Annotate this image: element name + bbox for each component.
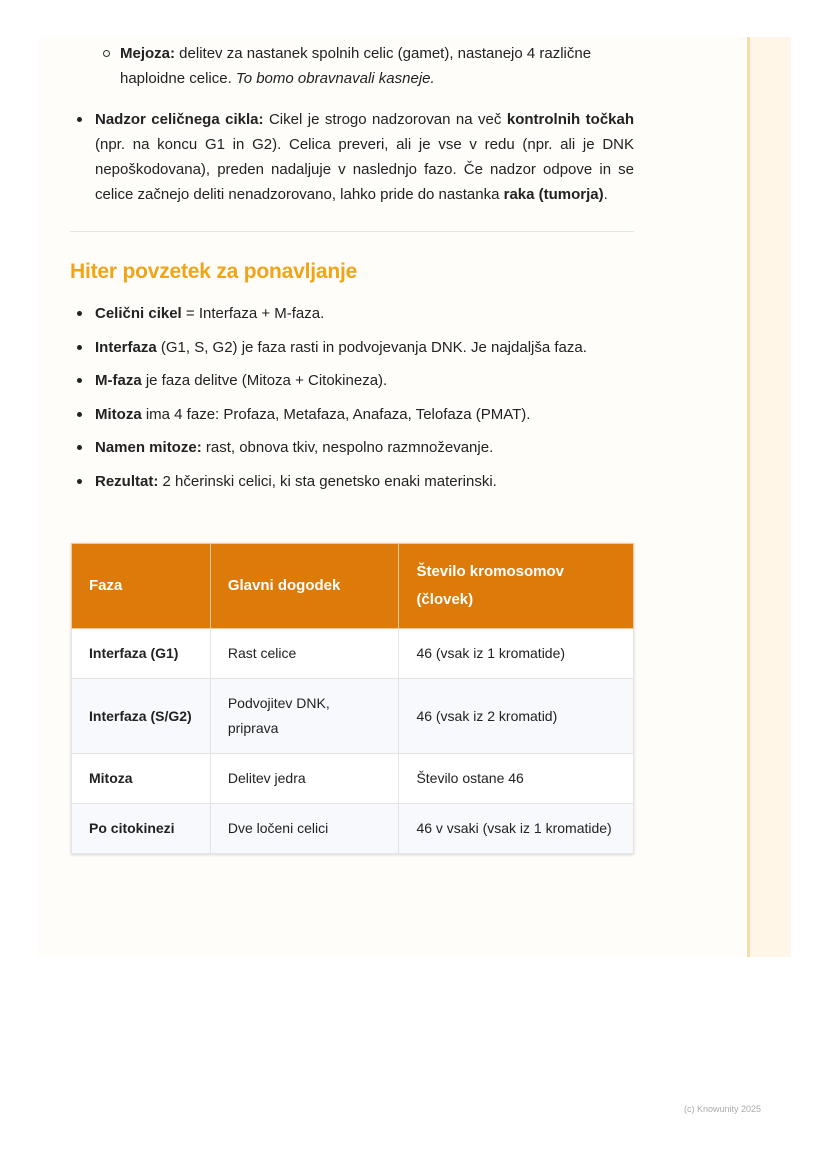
summary-item	[95, 368, 634, 393]
summary-term: Rezultat:	[95, 472, 159, 490]
summary-text: = Interfaza + M-faza.	[181, 305, 325, 322]
footer-copyright: (c) Knowunity 2025	[684, 1104, 762, 1114]
meiosis-item	[120, 41, 634, 91]
summary-item	[95, 301, 634, 326]
meiosis-note: To bomo obravnavali kasneje.	[235, 70, 435, 87]
summary-item	[95, 435, 634, 460]
control-list	[70, 107, 634, 207]
summary-item	[95, 335, 634, 360]
section-divider	[70, 231, 634, 232]
table-row	[72, 804, 634, 854]
header-event: Glavni dogodek	[210, 544, 399, 629]
cell-phase	[72, 754, 211, 804]
meiosis-term: Mejoza:	[120, 45, 176, 62]
cell-event: Rast celice	[210, 629, 399, 679]
control-text: Cikel je strogo nadzorovan na več	[263, 111, 507, 128]
phase-name: Po citokinezi	[89, 820, 175, 836]
summary-text: (G1, S, G2) je faza rasti in podvojevanja DNK. Je najdaljša faza.	[156, 338, 587, 356]
control-text: .	[603, 186, 608, 203]
summary-item	[95, 469, 634, 494]
phase-name: Interfaza (G1)	[89, 645, 179, 661]
summary-term: Mitoza	[95, 405, 142, 423]
summary-term: Interfaza	[95, 338, 157, 356]
summary-term: Celični cikel	[95, 305, 182, 322]
phases-table	[71, 543, 634, 854]
cell-event: Podvojitev DNK, priprava	[210, 679, 399, 754]
phase-name: Interfaza (S/G2)	[89, 707, 192, 724]
summary-text: 2 hčerinski celici, ki sta genetsko enaki materinski.	[158, 472, 497, 490]
cell-chromosomes: 46 (vsak iz 1 kromatide)	[399, 629, 634, 679]
summary-text: je faza delitve (Mitoza + Citokineza).	[141, 372, 388, 389]
cell-chromosomes: 46 (vsak iz 2 kromatid)	[399, 679, 634, 754]
cell-phase	[72, 804, 211, 854]
cell-phase	[72, 679, 211, 754]
content-area	[70, 37, 634, 502]
phase-name: Mitoza	[89, 770, 133, 786]
summary-term: M-faza	[95, 372, 142, 389]
header-phase: Faza	[72, 544, 211, 629]
header-chromosomes: Število kromosomov (človek)	[399, 544, 634, 629]
summary-item	[95, 402, 634, 427]
cell-phase	[72, 629, 211, 679]
summary-list	[70, 301, 634, 494]
control-checkpoints: kontrolnih točkah	[506, 111, 635, 128]
summary-text: ima 4 faze: Profaza, Metafaza, Anafaza, Telofaza (PMAT).	[141, 405, 531, 423]
summary-text: rast, obnova tkiv, nespolno razmnoževanje.	[201, 439, 494, 456]
cell-chromosomes: 46 v vsaki (vsak iz 1 kromatide)	[399, 804, 634, 854]
control-text: (npr. na koncu G1 in G2). Celica preveri, ali je vse v redu (npr. ali je DNK nepoškodovana), preden nadaljuje v naslednjo fazo. Če nadzor odpove in se celice začnejo deliti nenadzorovano, lahko pride do nastanka	[95, 136, 634, 203]
table-header-row	[72, 544, 634, 629]
table-row	[72, 679, 634, 754]
table-row	[72, 754, 634, 804]
summary-title: Hiter povzetek za ponavljanje	[70, 260, 358, 283]
summary-term: Namen mitoze:	[95, 439, 202, 456]
table-row	[72, 629, 634, 679]
cell-event: Delitev jedra	[210, 754, 399, 804]
page-sidebar	[747, 37, 791, 957]
cell-chromosomes: Število ostane 46	[399, 754, 634, 804]
cell-event: Dve ločeni celici	[210, 804, 399, 854]
control-item	[95, 107, 634, 207]
control-cancer: raka (tumorja)	[503, 186, 604, 203]
meiosis-list	[70, 41, 634, 91]
control-term: Nadzor celičnega cikla:	[95, 111, 264, 128]
meiosis-text: delitev za nastanek spolnih celic (gamet), nastanejo 4 različne haploidne celice.	[120, 45, 592, 87]
